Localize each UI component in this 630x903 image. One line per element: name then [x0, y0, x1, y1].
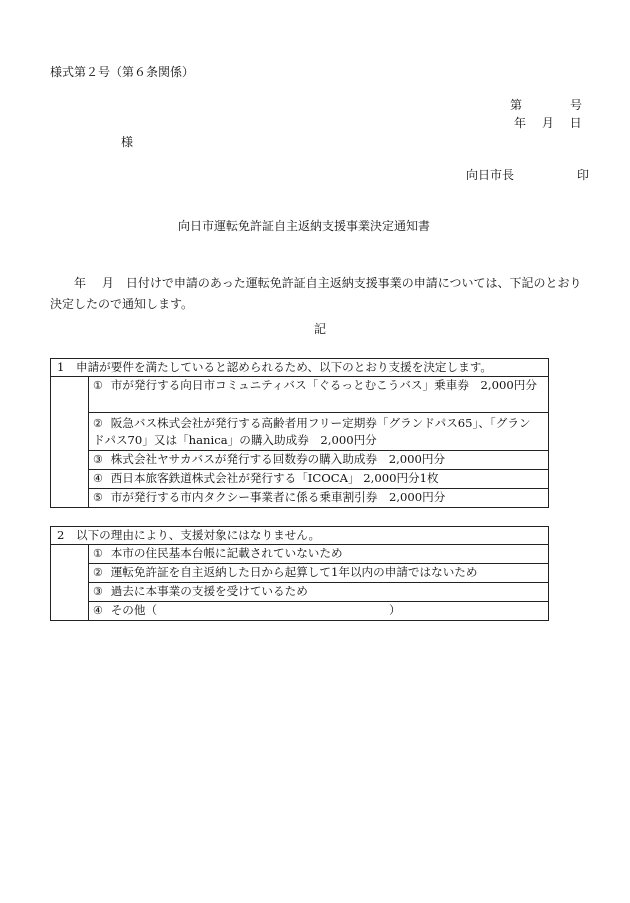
seal-mark: 印	[577, 168, 590, 182]
approval-item	[89, 451, 549, 470]
rejection-item	[89, 564, 549, 583]
body-paragraph: 年 月 日付けで申請のあった運転免許証自主返納支援事業の申請については、下記のとおり決定したので通知します。	[50, 276, 582, 311]
approval-item	[89, 489, 549, 508]
approval-table	[50, 358, 549, 508]
approval-header: 1 申請が要件を満たしていると認められるため、以下のとおり支援を決定します。	[51, 359, 549, 377]
rejection-item	[89, 602, 549, 621]
item-number: ⑤	[93, 491, 103, 504]
rejection-item	[89, 583, 549, 602]
item-number: ③	[93, 585, 103, 598]
rejection-table	[50, 526, 549, 621]
item-text: 過去に本事業の支援を受けているため	[110, 584, 308, 598]
item-text: 阪急バス株式会社が発行する高齢者用フリー定期券「グランドパス65」、「グランドパス70」又は「hanica」の購入助成券 2,000円分	[93, 416, 531, 447]
item-number: ②	[93, 417, 103, 430]
item-number: ②	[93, 566, 103, 579]
addressee-label: 様	[121, 135, 134, 149]
rejection-header: 2 以下の理由により、支援対象にはなりません。	[51, 527, 549, 545]
approval-item	[89, 413, 549, 451]
document-number: 第 号	[510, 98, 583, 112]
item-text: その他（ ）	[110, 603, 401, 617]
item-text: 運転免許証を自主返納した日から起算して1年以内の申請ではないため	[110, 565, 478, 579]
rejection-item	[89, 545, 549, 564]
item-text: 西日本旅客鉄道株式会社が発行する「ICOCA」 2,000円分1枚	[110, 471, 439, 485]
document-date: 年 月 日	[514, 116, 582, 130]
item-text: 株式会社ヤサカバスが発行する回数券の購入助成券 2,000円分	[110, 452, 446, 466]
document-title: 向日市運転免許証自主返納支援事業決定通知書	[178, 219, 431, 233]
form-number: 様式第２号（第６条関係）	[50, 65, 195, 79]
ki-heading: 記	[314, 322, 327, 336]
item-number: ④	[93, 472, 103, 485]
item-number: ①	[93, 379, 103, 392]
item-number: ①	[93, 547, 103, 560]
item-number: ③	[93, 453, 103, 466]
issuer-name: 向日市長	[466, 168, 515, 182]
item-text: 本市の住民基本台帳に記載されていないため	[110, 546, 343, 560]
approval-item	[89, 377, 549, 413]
approval-item	[89, 470, 549, 489]
item-text: 市が発行する市内タクシー事業者に係る乗車割引券 2,000円分	[110, 490, 446, 504]
item-text: 市が発行する向日市コミュニティバス「ぐるっとむこうバス」乗車券 2,000円分	[110, 378, 537, 392]
item-number: ④	[93, 604, 103, 617]
